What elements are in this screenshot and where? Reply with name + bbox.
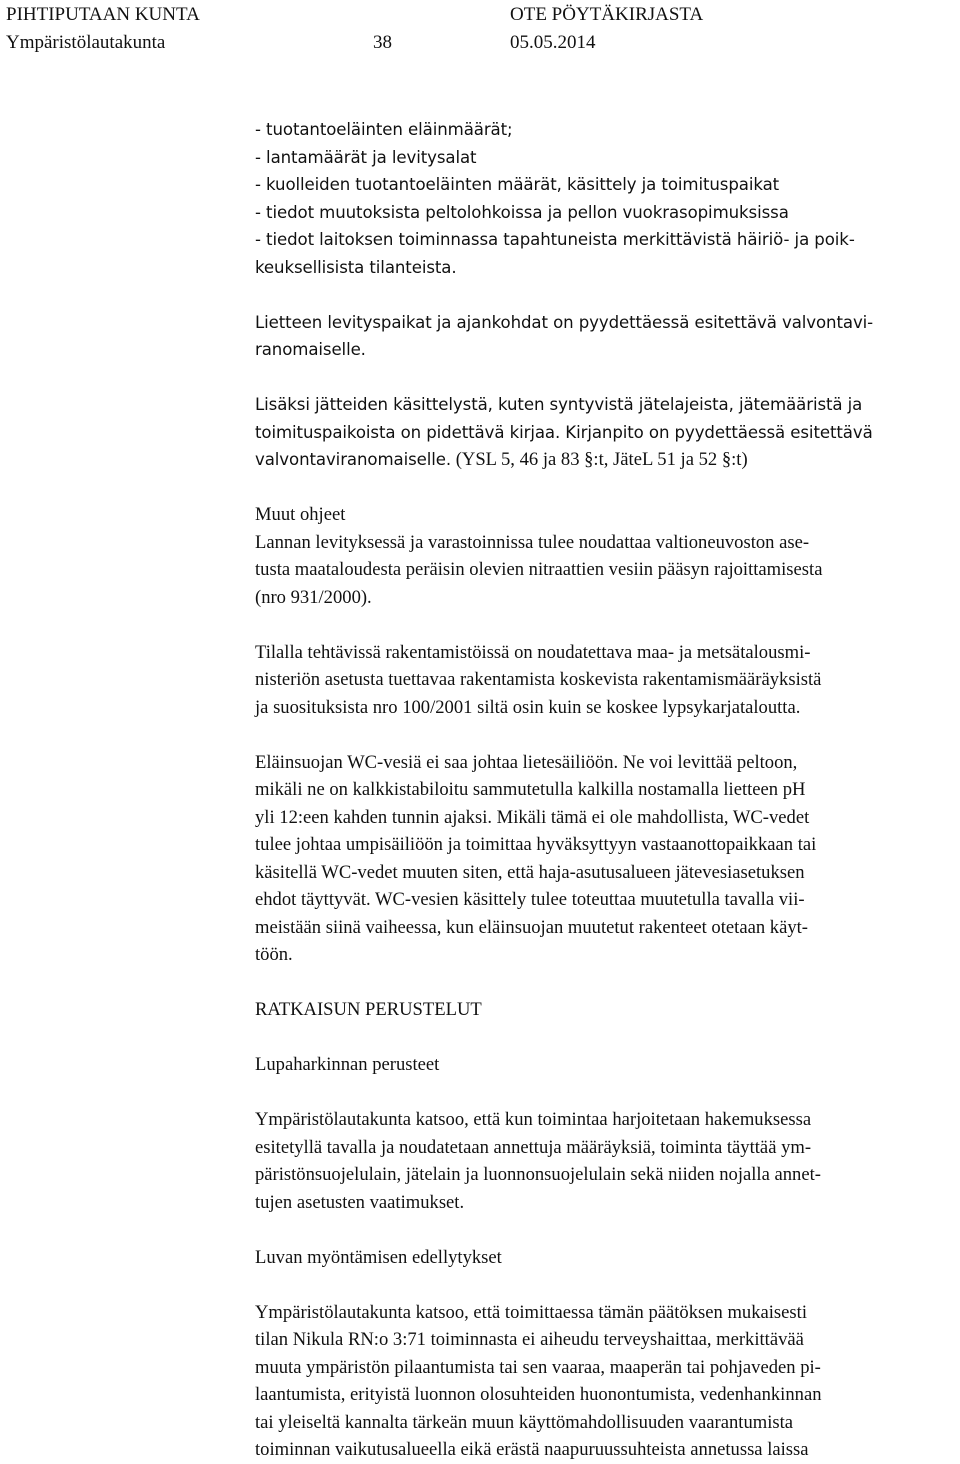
text-line: ranomaiselle. xyxy=(255,340,366,359)
paragraph-waste-records xyxy=(255,391,957,474)
text-line: töön. xyxy=(255,944,293,965)
text-line: tusta maataloudesta peräisin olevien nitraattien vesiin pääsyn rajoittamisesta xyxy=(255,559,823,580)
text-line: ja suosituksista nro 100/2001 siltä osin kuin se koskee lypsykarjataloutta. xyxy=(255,696,801,718)
list-item: - lantamäärät ja levitysalat xyxy=(255,147,477,167)
text-line: Ympäristölautakunta katsoo, että kun toimintaa harjoitetaan hakemuksessa xyxy=(255,1109,812,1130)
other-instructions xyxy=(255,501,957,611)
list-item: keuksellisista tilanteista. xyxy=(255,257,457,277)
text-line: tulee johtaa umpisäiliöön ja toimittaa hyväksyttyyn vastaanottopaikkaan tai xyxy=(255,834,817,855)
document-type: OTE PÖYTÄKIRJASTA xyxy=(510,4,704,25)
page-number: 38 xyxy=(373,32,392,53)
text-line: meistään siinä vaiheessa, kun eläinsuojan muutetut rakenteet otetaan käyt- xyxy=(255,916,808,938)
list-item: - kuolleiden tuotantoeläinten määrät, käsittely ja toimituspaikat xyxy=(255,175,780,194)
text-line: tai yleiseltä kannalta tärkeän muun käyttömahdollisuuden vaarantumista xyxy=(255,1411,794,1433)
text-line: käsitellä WC-vedet muuten siten, että haja-asutusalueen jätevesiasetuksen xyxy=(255,861,805,883)
section-heading: RATKAISUN PERUSTELUT xyxy=(255,999,482,1020)
text-line: nisteriön asetusta tuettavaa rakentamista koskevista rakentamismääräyksistä xyxy=(255,669,822,690)
subheading-permit-conditions: Luvan myöntämisen edellytykset xyxy=(255,1246,502,1268)
list-item: - tiedot muutoksista peltolohkoissa ja pellon vuokrasopimuksissa xyxy=(255,202,789,222)
subsection-permit-conditions xyxy=(255,1244,957,1272)
text-line: (nro 931/2000). xyxy=(255,586,372,608)
text-line: yli 12:een kahden tunnin ajaksi. Mikäli tämä ei ole mahdollista, WC-vedet xyxy=(255,806,810,828)
text-line: Ympäristölautakunta katsoo, että toimittaessa tämän päätöksen mukaisesti xyxy=(255,1301,807,1323)
subheading-permit-grounds: Lupaharkinnan perusteet xyxy=(255,1054,440,1075)
text-line: muuta ympäristön pilaantumista tai sen vaaraa, maaperän tai pohjaveden pi- xyxy=(255,1356,821,1378)
paragraph-wc-water xyxy=(255,749,957,969)
paragraph-construction xyxy=(255,639,957,722)
list-item: - tiedot laitoksen toiminnassa tapahtuneista merkittävistä häiriö- ja poik- xyxy=(255,230,855,249)
text-line: valvontaviranomaiselle. xyxy=(255,450,452,469)
board-name: Ympäristölautakunta xyxy=(6,32,166,53)
text-line: Tilalla tehtävissä rakentamistöissä on noudatettava maa- ja metsätalousmi- xyxy=(255,641,811,663)
text-line: mikäli ne on kalkkistabiloitu sammutetulla kalkilla nostamalla lietteen pH xyxy=(255,779,806,800)
text-line: toiminnan vaikutusalueella eikä erästä naapuruussuhteista annetussa laissa xyxy=(255,1439,809,1460)
municipality-name: PIHTIPUTAAN KUNTA xyxy=(6,4,200,25)
paragraph-permit-conditions xyxy=(255,1299,957,1464)
text-line: Eläinsuojan WC-vesiä ei saa johtaa lietesäiliöön. Ne voi levittää peltoon, xyxy=(255,751,798,773)
document-body xyxy=(255,116,957,1464)
meeting-date: 05.05.2014 xyxy=(510,32,596,53)
paragraph-slurry-spreading xyxy=(255,309,957,364)
text-line: esitetyllä tavalla ja noudatetaan annettuja määräyksiä, toiminta täyttää ym- xyxy=(255,1136,812,1158)
text-line: Lisäksi jätteiden käsittelystä, kuten syntyvistä jätelajeista, jätemääristä ja xyxy=(255,395,863,414)
text-line: toimituspaikoista on pidettävä kirjaa. Kirjanpito on pyydettäessä esitettävä xyxy=(255,422,873,442)
list-item: - tuotantoeläinten eläinmäärät; xyxy=(255,120,513,139)
requirements-list xyxy=(255,116,957,281)
text-line: tujen asetusten vaatimukset. xyxy=(255,1191,465,1213)
text-line: Lannan levityksessä ja varastoinnissa tulee noudattaa valtioneuvoston ase- xyxy=(255,531,810,553)
text-line: tilan Nikula RN:o 3:71 toiminnasta ei aiheudu terveyshaittaa, merkittävää xyxy=(255,1329,804,1350)
legal-reference: (YSL 5, 46 ja 83 §:t, JäteL 51 ja 52 §:t) xyxy=(451,449,748,470)
paragraph-permit-grounds xyxy=(255,1106,957,1216)
text-line: päristönsuojelulain, jätelain ja luonnonsuojelulain sekä niiden nojalla annet- xyxy=(255,1164,821,1185)
text-line: laantumista, erityistä luonnon olosuhteiden huonontumista, vedenhankinnan xyxy=(255,1384,822,1405)
text-line: Lietteen levityspaikat ja ajankohdat on pyydettäessä esitettävä valvontavi- xyxy=(255,312,874,332)
subheading-other-instructions: Muut ohjeet xyxy=(255,504,346,525)
header xyxy=(6,4,956,52)
section-decision-grounds xyxy=(255,996,957,1024)
subsection-permit-grounds xyxy=(255,1051,957,1079)
text-line: ehdot täyttyvät. WC-vesien käsittely tulee toteuttaa muutetulla tavalla vii- xyxy=(255,889,805,910)
